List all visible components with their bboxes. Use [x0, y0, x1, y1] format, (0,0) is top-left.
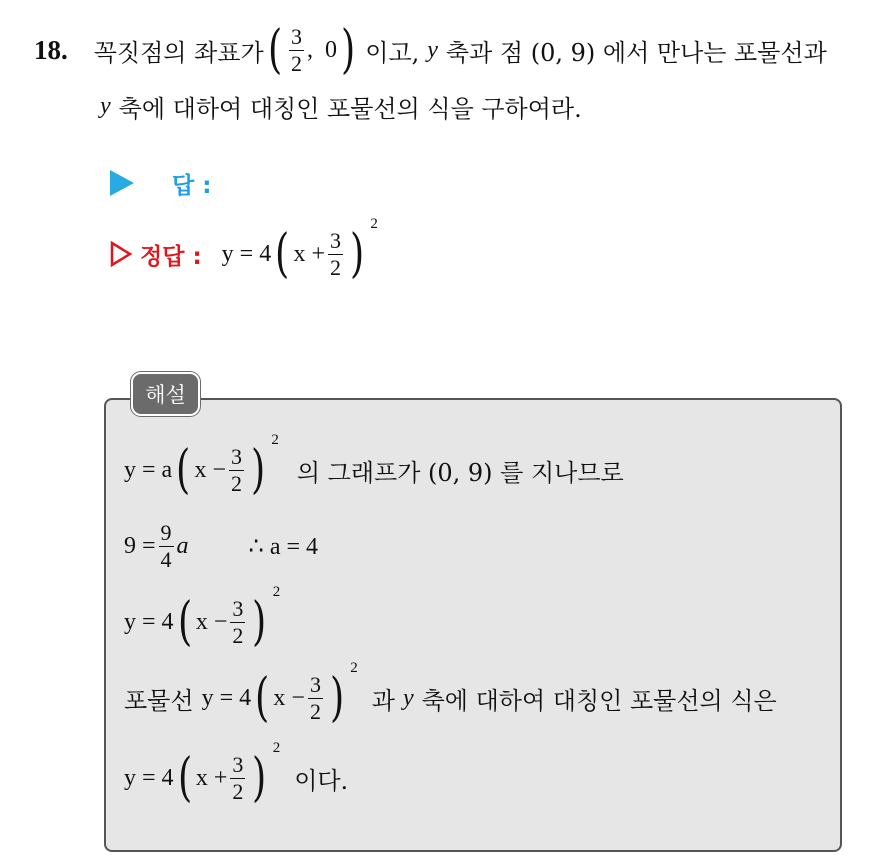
left-paren: ( [255, 668, 270, 728]
outline-triangle-icon [110, 241, 132, 267]
equation-lhs: 9 = [124, 532, 156, 559]
right-paren: ) [251, 440, 266, 500]
problem-line-1: 18. 꼭짓점의 좌표가 ( $\frac{3}{2}$ , 0 ) 이고, y 축과 점 (0, 9) 에서 만나는 포물선과 [34, 20, 827, 80]
equation-x-term: x + [195, 764, 228, 791]
equation-lhs: y = 4 [124, 764, 174, 791]
key-x: x + [293, 240, 326, 267]
left-paren: ( [177, 592, 192, 652]
left-paren: ( [176, 440, 191, 500]
key-answer-label: 정답 : [140, 243, 202, 270]
fraction-denominator: 2 [231, 470, 243, 496]
y-variable: y [100, 92, 111, 119]
left-paren: ( [267, 20, 282, 80]
y-variable: y [402, 684, 414, 711]
equation-fraction [308, 671, 323, 724]
solution-line-3 [124, 584, 281, 654]
equation-exponent: 2 [350, 660, 358, 676]
fraction-numerator: 3 [309, 671, 321, 697]
key-lhs: y = 4 [221, 240, 272, 267]
right-paren: ) [341, 20, 356, 80]
equation-x-term: x − [273, 684, 305, 711]
problem-text-c: 축과 점 (0, 9) 에서 만나는 포물선과 [445, 38, 827, 67]
key-exponent: 2 [370, 216, 378, 232]
problem-line-2 [100, 88, 582, 124]
equation-x-term: x − [195, 608, 228, 635]
equation-fraction [230, 751, 245, 804]
solution-text: 축에 대하여 대칭인 포물선의 식은 [421, 686, 777, 715]
solution-tag: 해설 [131, 372, 200, 416]
solution-line-5 [124, 740, 349, 810]
left-paren: ( [177, 748, 192, 808]
solution-line-1 [124, 432, 624, 502]
solution-line-2 [124, 514, 318, 578]
variable-a: a [176, 532, 189, 559]
equation-fraction [229, 443, 244, 496]
filled-triangle-icon [110, 170, 134, 196]
key-fraction [328, 227, 343, 280]
left-paren: ( [275, 224, 290, 284]
problem-text-b: 이고, [365, 38, 420, 67]
y-variable: y [427, 36, 438, 63]
therefore-statement: ∴ a = 4 [248, 533, 319, 560]
right-paren: ) [252, 748, 267, 808]
fraction-denominator: 2 [232, 622, 244, 648]
solution-text: 포물선 [124, 686, 194, 715]
fraction-denominator: 2 [330, 254, 342, 280]
problem-text-a: 꼭짓점의 좌표가 [93, 38, 264, 67]
right-paren: ) [252, 592, 267, 652]
vertex-y: 0 [324, 36, 337, 63]
right-paren: ) [329, 668, 345, 728]
fraction-numerator: 3 [290, 23, 302, 49]
solution-text: 과 [371, 686, 395, 715]
fraction-numerator: 3 [232, 751, 244, 777]
fraction-numerator: 3 [330, 227, 342, 253]
fraction-denominator: 2 [290, 50, 302, 76]
equation-lhs: y = 4 [124, 608, 174, 635]
fraction-denominator: 2 [309, 698, 321, 724]
answer-label: 답 : [172, 172, 212, 199]
key-answer-row [110, 216, 378, 286]
fraction-denominator: 4 [160, 546, 172, 572]
solution-text: 의 그래프가 (0, 9) 를 지나므로 [296, 458, 624, 487]
problem-text-line2: 축에 대하여 대칭인 포물선의 식을 구하여라. [118, 94, 582, 123]
solution-text: 이다. [294, 766, 349, 795]
fraction-numerator: 3 [231, 443, 243, 469]
fraction-numerator: 9 [160, 519, 172, 545]
equation-exponent: 2 [271, 432, 279, 448]
equation-lhs: y = a [124, 456, 173, 483]
equation-fraction [159, 519, 174, 572]
solution-line-4 [124, 660, 777, 730]
equation-exponent: 2 [272, 740, 281, 756]
problem-number: 18. [34, 34, 68, 65]
answer-row [110, 168, 211, 198]
fraction-numerator: 3 [232, 595, 244, 621]
equation-exponent: 2 [272, 584, 281, 600]
equation-x-term: x − [194, 456, 227, 483]
vertex-x-fraction [289, 23, 304, 76]
right-paren: ) [350, 224, 365, 284]
fraction-denominator: 2 [232, 778, 244, 804]
equation-fraction [230, 595, 245, 648]
equation-lhs: y = 4 [201, 684, 252, 711]
